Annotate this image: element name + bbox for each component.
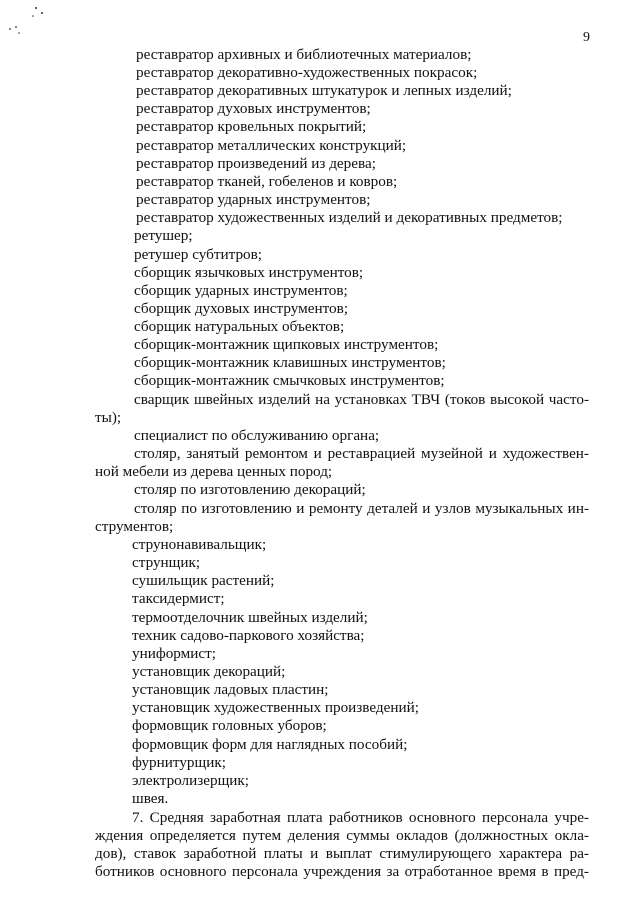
- text-line: сборщик-монтажник щипковых инструментов;: [134, 336, 439, 353]
- text-line: 7. Средняя заработная плата работников основного персонала учре-: [132, 809, 589, 826]
- text-line: ты);: [95, 409, 122, 426]
- text-line: реставратор художественных изделий и декоративных предметов;: [136, 209, 563, 226]
- text-line: ждения определяется путем деления суммы окладов (должностных окла-: [95, 827, 589, 844]
- page-number: 9: [583, 30, 590, 45]
- text-line: специалист по обслуживанию органа;: [134, 427, 380, 444]
- text-line: реставратор тканей, гобеленов и ковров;: [136, 173, 398, 190]
- text-line: реставратор металлических конструкций;: [136, 137, 407, 154]
- text-line: струментов;: [95, 518, 174, 535]
- text-line: реставратор произведений из дерева;: [136, 155, 376, 172]
- text-line: реставратор декоративных штукатурок и лепных изделий;: [136, 82, 512, 99]
- text-line: ретушер субтитров;: [134, 246, 263, 263]
- text-line: установщик декораций;: [132, 663, 286, 680]
- text-line: дов), ставок заработной платы и выплат стимулирующего характера ра-: [95, 845, 589, 862]
- text-line: установщик ладовых пластин;: [132, 681, 329, 698]
- text-line: формовщик головных уборов;: [132, 717, 327, 734]
- text-line: техник садово-паркового хозяйства;: [132, 627, 365, 644]
- text-line: униформист;: [132, 645, 216, 662]
- text-line: струнщик;: [132, 554, 201, 571]
- scan-specks: [0, 0, 60, 40]
- text-line: швея.: [132, 790, 169, 807]
- text-line: струнонавивальщик;: [132, 536, 267, 553]
- text-line: реставратор архивных и библиотечных материалов;: [136, 46, 472, 63]
- text-line: электролизерщик;: [132, 772, 250, 789]
- text-line: установщик художественных произведений;: [132, 699, 419, 716]
- text-line: сварщик швейных изделий на установках ТВЧ (токов высокой часто-: [134, 391, 589, 408]
- text-line: столяр по изготовлению и ремонту деталей и узлов музыкальных ин-: [134, 500, 589, 517]
- text-line: реставратор духовых инструментов;: [136, 100, 371, 117]
- text-line: таксидермист;: [132, 590, 225, 607]
- text-line: сборщик-монтажник клавишных инструментов;: [134, 354, 446, 371]
- text-line: реставратор кровельных покрытий;: [136, 118, 367, 135]
- text-line: ной мебели из дерева ценных пород;: [95, 463, 333, 480]
- text-line: фурнитурщик;: [132, 754, 226, 771]
- text-line: сборщик духовых инструментов;: [134, 300, 349, 317]
- text-line: реставратор декоративно-художественных покрасок;: [136, 64, 478, 81]
- text-line: ботников основного персонала учреждения за отработанное время в пред-: [95, 863, 589, 880]
- text-line: термоотделочник швейных изделий;: [132, 609, 368, 626]
- text-line: столяр, занятый ремонтом и реставрацией музейной и художествен-: [134, 445, 589, 462]
- text-line: сборщик натуральных объектов;: [134, 318, 345, 335]
- text-line: сборщик язычковых инструментов;: [134, 264, 364, 281]
- text-line: сборщик ударных инструментов;: [134, 282, 348, 299]
- text-line: ретушер;: [134, 227, 193, 244]
- text-line: сборщик-монтажник смычковых инструментов;: [134, 372, 445, 389]
- text-line: реставратор ударных инструментов;: [136, 191, 371, 208]
- text-line: сушильщик растений;: [132, 572, 275, 589]
- text-line: столяр по изготовлению декораций;: [134, 481, 366, 498]
- text-line: формовщик форм для наглядных пособий;: [132, 736, 408, 753]
